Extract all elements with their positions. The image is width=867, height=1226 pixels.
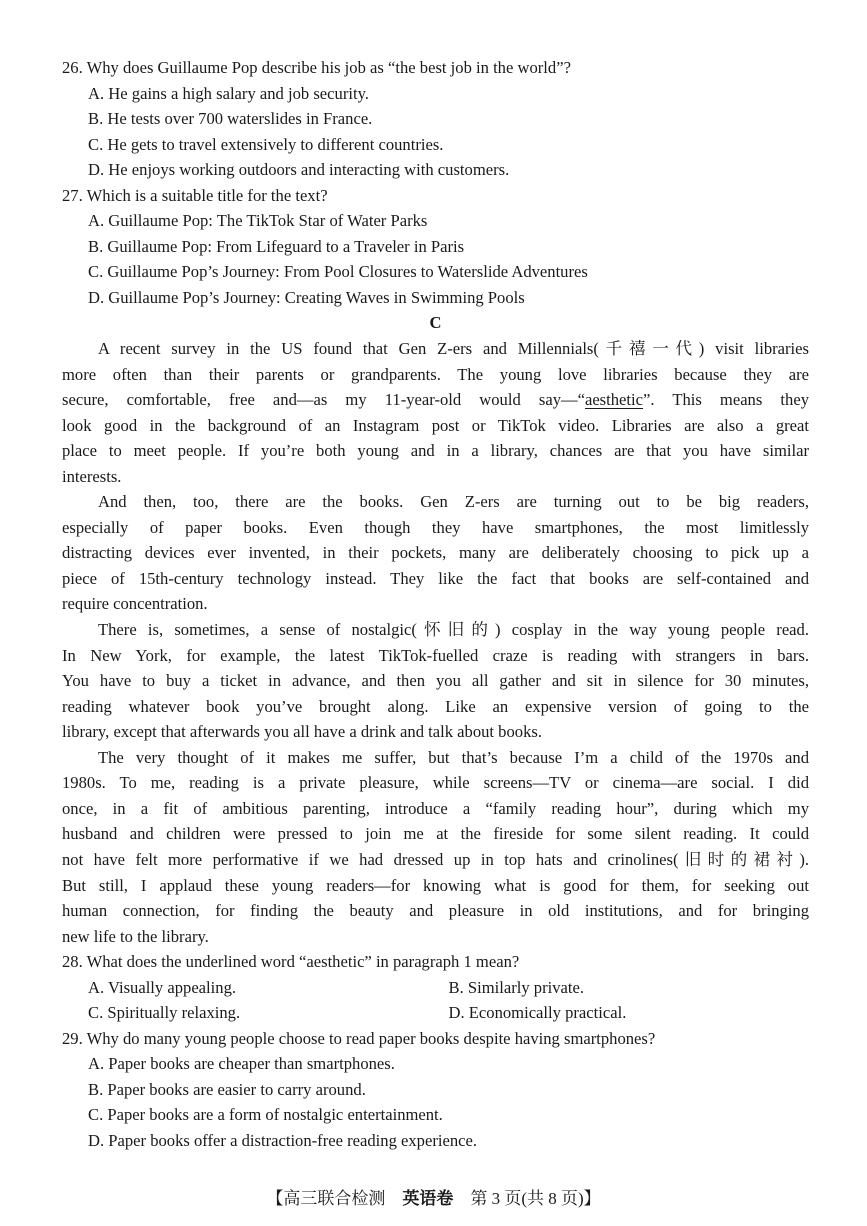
exam-page bbox=[62, 55, 809, 1154]
question-28-option-c: C. Spiritually relaxing. bbox=[88, 1003, 241, 1023]
passage-line: reading whatever book you’ve brought along. Like an expensive version of going to the bbox=[62, 696, 809, 716]
underlined-word: aesthetic bbox=[584, 390, 643, 410]
question-29-option-b: B. Paper books are easier to carry around. bbox=[88, 1079, 366, 1099]
passage-line: In New York, for example, the latest TikTok-fuelled craze is reading with strangers in bars. bbox=[62, 645, 809, 665]
passage-paragraph-4 bbox=[62, 745, 809, 949]
question-28-options-row bbox=[62, 975, 809, 1001]
passage-line: library, except that afterwards you all have a drink and talk about books. bbox=[62, 722, 542, 742]
question-29-stem: 29. Why do many young people choose to read paper books despite having smartphones? bbox=[62, 1028, 656, 1048]
passage-line: new life to the library. bbox=[62, 926, 209, 946]
question-27-option-b: B. Guillaume Pop: From Lifeguard to a Traveler in Paris bbox=[88, 236, 465, 256]
passage-line: not have felt more performative if we had dressed up in top hats and crinolines(旧时的裙衬). bbox=[62, 849, 809, 869]
passage-line: A recent survey in the US found that Gen Z-ers and Millennials(千禧一代) visit libraries bbox=[98, 339, 809, 359]
passage-paragraph-2 bbox=[62, 489, 809, 617]
question-28-stem: 28. What does the underlined word “aesthetic” in paragraph 1 mean? bbox=[62, 952, 520, 972]
passage-line: distracting devices ever invented, in their pockets, many are deliberately choosing to pick up a bbox=[62, 543, 809, 563]
question-26-option-c: C. He gets to travel extensively to different countries. bbox=[88, 134, 444, 154]
passage-line: There is, sometimes, a sense of nostalgic(怀旧的) cosplay in the way young people read. bbox=[98, 620, 809, 640]
question-26-option-d: D. He enjoys working outdoors and interacting with customers. bbox=[88, 160, 510, 180]
page-footer bbox=[0, 1184, 867, 1209]
passage-paragraph-1 bbox=[62, 336, 809, 489]
passage-line: look good in the background of an Instagram post or TikTok video. Libraries are also a great bbox=[62, 415, 809, 435]
passage-line: once, in a fit of ambitious parenting, introduce a “family reading hour”, during which my bbox=[62, 798, 809, 818]
question-29-option-c: C. Paper books are a form of nostalgic entertainment. bbox=[88, 1105, 443, 1125]
passage-line: piece of 15th-century technology instead. They like the fact that books are self-contained and bbox=[62, 568, 809, 588]
passage-line: human connection, for finding the beauty and pleasure in old institutions, and for bringing bbox=[62, 901, 809, 921]
question-26-option-b: B. He tests over 700 waterslides in France. bbox=[88, 109, 373, 129]
question-26-stem: 26. Why does Guillaume Pop describe his job as “the best job in the world”? bbox=[62, 58, 571, 77]
question-28-option-d: D. Economically practical. bbox=[448, 1003, 627, 1023]
passage-line: interests. bbox=[62, 466, 122, 486]
question-27-option-c: C. Guillaume Pop’s Journey: From Pool Closures to Waterslide Adventures bbox=[88, 262, 588, 282]
passage-line: require concentration. bbox=[62, 594, 208, 614]
text: secure, comfortable, free and—as my 11-year-old would say—“ bbox=[62, 390, 585, 410]
question-29-option-d: D. Paper books offer a distraction-free reading experience. bbox=[88, 1130, 478, 1150]
passage-line: And then, too, there are the books. Gen Z-ers are turning out to be big readers, bbox=[98, 492, 809, 512]
passage-line: husband and children were pressed to join me at the fireside for some silent reading. It could bbox=[62, 824, 809, 844]
footer-page-number: 第 3 页(共 8 页)】 bbox=[453, 1189, 601, 1208]
question-28-option-a: A. Visually appealing. bbox=[88, 977, 237, 997]
question-28-option-b: B. Similarly private. bbox=[448, 977, 584, 997]
passage-line: more often than their parents or grandparents. The young love libraries because they are bbox=[62, 364, 809, 384]
question-26-option-a: A. He gains a high salary and job security. bbox=[88, 83, 369, 103]
question-27-option-d: D. Guillaume Pop’s Journey: Creating Waves in Swimming Pools bbox=[88, 287, 525, 307]
section-heading: C bbox=[429, 313, 442, 333]
passage-paragraph-3 bbox=[62, 617, 809, 745]
passage-line: place to meet people. If you’re both young and in a library, chances are that you have similar bbox=[62, 441, 809, 461]
question-27-option-a: A. Guillaume Pop: The TikTok Star of Water Parks bbox=[88, 211, 428, 231]
passage-line: You have to buy a ticket in advance, and then you all gather and sit in silence for 30 minutes, bbox=[62, 671, 809, 691]
question-28-options-row bbox=[62, 1000, 809, 1026]
passage-line: especially of paper books. Even though they have smartphones, the most limitlessly bbox=[62, 517, 809, 537]
text: ”. This means they bbox=[643, 390, 809, 410]
question-29-option-a: A. Paper books are cheaper than smartphones. bbox=[88, 1054, 395, 1074]
passage-line bbox=[62, 387, 809, 413]
passage-line: 1980s. To me, reading is a private pleasure, while screens—TV or cinema—are social. I did bbox=[62, 773, 809, 793]
footer-subject: 英语卷 bbox=[402, 1189, 454, 1208]
question-27-stem: 27. Which is a suitable title for the text? bbox=[62, 185, 328, 205]
footer-exam-name: 【高三联合检测 bbox=[266, 1189, 403, 1208]
passage-line: But still, I applaud these young readers—for knowing what is good for them, for seeking out bbox=[62, 875, 809, 895]
passage-line: The very thought of it makes me suffer, but that’s because I’m a child of the 1970s and bbox=[98, 747, 809, 767]
